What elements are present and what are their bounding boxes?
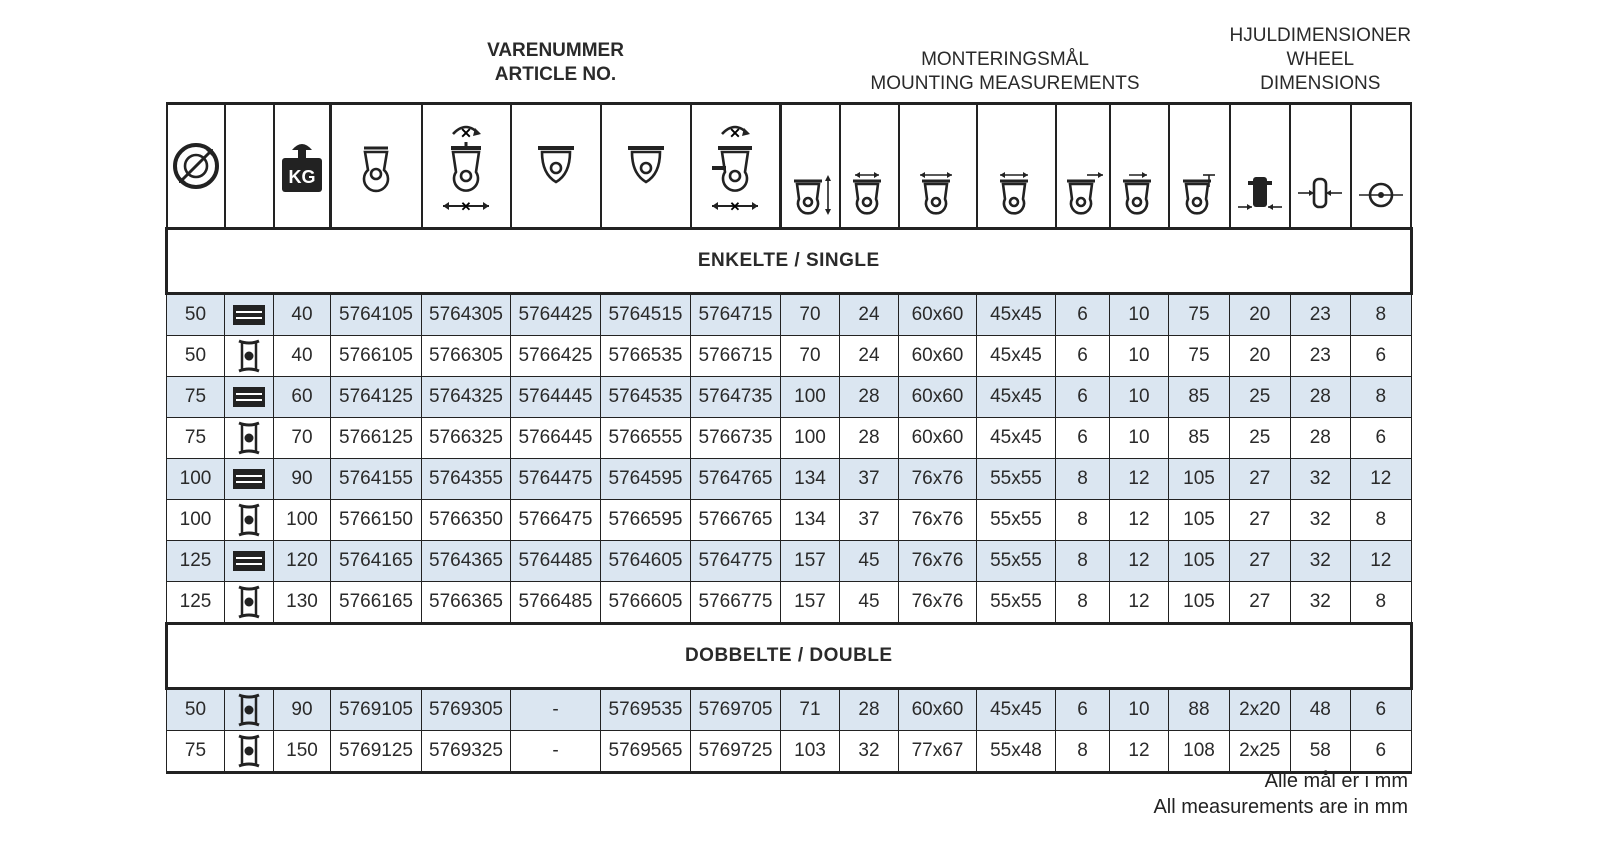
fixed-caster-plate-icon-header [511,104,601,229]
offset-icon [841,167,898,227]
table-cell: 45x45 [977,294,1056,336]
bolt-size-icon [1057,167,1109,227]
height-icon-header [781,104,840,229]
table-cell: 23 [1290,336,1351,377]
table-cell: 5764485 [511,541,601,582]
diameter-icon-header [167,104,225,229]
table-cell: 60x60 [899,689,977,731]
table-cell: 5764105 [331,294,422,336]
wheel-width-icon-header [1230,104,1291,229]
table-cell: 8 [1351,500,1412,541]
swivel-brake-caster-icon-header [691,104,781,229]
table-row [167,689,1412,731]
table-cell: 90 [274,459,331,500]
table-cell: 55x55 [977,459,1056,500]
table-cell: - [511,689,601,731]
table-cell: 45x45 [977,336,1056,377]
height-icon [782,167,839,227]
table-cell: 45x45 [977,689,1056,731]
table-cell: 5766150 [331,500,422,541]
table-cell: 60 [274,377,331,418]
table-cell: 90 [274,689,331,731]
fixed-caster-icon-header [331,104,422,229]
svg-text:KG: KG [288,167,316,187]
table-cell: 5766425 [511,336,601,377]
table-cell: 108 [1169,731,1230,773]
ball-bearing-icon [225,582,274,624]
table-cell: 71 [781,689,840,731]
table-cell: 6 [1351,689,1412,731]
table-cell: 103 [781,731,840,773]
table-cell: 76x76 [899,582,977,624]
table-cell: 6 [1056,689,1110,731]
wheel-width-icon [1231,167,1290,227]
table-cell: 8 [1351,294,1412,336]
axle-diameter-icon-header [1351,104,1412,229]
table-cell: 12 [1351,541,1412,582]
table-cell: 5766125 [331,418,422,459]
table-cell: 76x76 [899,500,977,541]
table-cell: 25 [1230,377,1291,418]
table-cell: 88 [1169,689,1230,731]
table-cell: 5769125 [331,731,422,773]
flat-tread-icon [225,294,274,336]
mounting-measurements-group-header: MONTERINGSMÅL MOUNTING MEASUREMENTS [870,49,1140,94]
svg-text:✕: ✕ [729,199,741,214]
table-cell: 5769105 [331,689,422,731]
table-cell: 37 [840,459,899,500]
table-cell: 5769725 [691,731,781,773]
fixed-caster-plate-icon [602,126,690,206]
ball-bearing-icon [225,336,274,377]
table-cell: 5766105 [331,336,422,377]
table-cell: 5766365 [422,582,511,624]
table-cell: 5764425 [511,294,601,336]
table-cell: 5769535 [601,689,691,731]
table-cell: 5766485 [511,582,601,624]
tread-type-icon-header [225,104,274,229]
table-cell: 5764365 [422,541,511,582]
table-cell: 5766775 [691,582,781,624]
bolt-size-icon-header [1056,104,1110,229]
section-title: DOBBELTE / DOUBLE [167,624,1412,689]
table-cell: 20 [1230,294,1291,336]
load-weight-icon-header [274,104,331,229]
table-cell: 28 [1290,377,1351,418]
section-header-row [167,229,1412,294]
diameter-icon [168,140,224,192]
section-header-row [167,624,1412,689]
table-cell: 6 [1351,731,1412,773]
diameter-cell: 50 [167,294,225,336]
table-cell: 5766475 [511,500,601,541]
table-cell: 10 [1110,377,1169,418]
bolt-diameter-icon [1111,167,1168,227]
table-cell: 5764535 [601,377,691,418]
fixed-caster-icon [332,126,421,206]
swivel-brake-caster-icon [692,116,780,216]
table-cell: 70 [274,418,331,459]
table-cell: 70 [781,294,840,336]
table-cell: 24 [840,336,899,377]
table-cell: 12 [1110,459,1169,500]
table-cell: 5764155 [331,459,422,500]
table-cell: 60x60 [899,418,977,459]
load-weight-icon [275,136,330,196]
table-cell: 130 [274,582,331,624]
table-cell: 45 [840,541,899,582]
table-cell: 24 [840,294,899,336]
table-cell: 27 [1230,459,1291,500]
table-cell: 12 [1351,459,1412,500]
table-cell: 8 [1056,541,1110,582]
svg-text:✕: ✕ [460,199,472,214]
table-cell: 5769705 [691,689,781,731]
table-cell: 6 [1056,336,1110,377]
svg-text:✕: ✕ [460,125,472,141]
table-cell: 45x45 [977,377,1056,418]
table-cell: 77x67 [899,731,977,773]
table-cell: 5764355 [422,459,511,500]
plate-size-icon [900,167,976,227]
product-spec-table [165,24,1413,774]
table-cell: 8 [1056,500,1110,541]
table-row [167,459,1412,500]
table-cell: 28 [1290,418,1351,459]
diameter-cell: 100 [167,500,225,541]
hub-length-icon [1291,167,1350,227]
section-title: ENKELTE / SINGLE [167,229,1412,294]
diameter-cell: 125 [167,541,225,582]
table-cell: 5764515 [601,294,691,336]
offset-icon-header [840,104,899,229]
table-cell: 105 [1169,500,1230,541]
table-cell: 75 [1169,294,1230,336]
diameter-cell: 75 [167,731,225,773]
table-cell: 157 [781,541,840,582]
table-cell: 85 [1169,377,1230,418]
table-cell: 5764325 [422,377,511,418]
table-cell: 5764595 [601,459,691,500]
table-row [167,294,1412,336]
table-cell: 5766605 [601,582,691,624]
table-cell: 28 [840,418,899,459]
table-cell: 6 [1056,418,1110,459]
table-cell: 5766165 [331,582,422,624]
table-cell: 48 [1290,689,1351,731]
table-cell: 28 [840,377,899,418]
table-cell: 105 [1169,541,1230,582]
table-cell: 32 [1290,500,1351,541]
table-cell: 5764305 [422,294,511,336]
table-cell: 5764445 [511,377,601,418]
diameter-cell: 75 [167,377,225,418]
table-cell: 5764475 [511,459,601,500]
table-cell: 8 [1056,731,1110,773]
table-row [167,500,1412,541]
table-cell: 27 [1230,541,1291,582]
table-cell: 55x55 [977,500,1056,541]
fixed-caster-plate-icon [512,126,600,206]
diameter-cell: 75 [167,418,225,459]
table-cell: 2x25 [1230,731,1291,773]
table-cell: 5764765 [691,459,781,500]
table-cell: 5766445 [511,418,601,459]
table-cell: 5764735 [691,377,781,418]
table-cell: 100 [274,500,331,541]
table-cell: 5764775 [691,541,781,582]
diameter-cell: 100 [167,459,225,500]
table-cell: 60x60 [899,294,977,336]
flat-tread-icon [225,541,274,582]
table-cell: 134 [781,500,840,541]
table-cell: 5769565 [601,731,691,773]
table-cell: 10 [1110,418,1169,459]
svg-text:✕: ✕ [729,125,742,141]
table-cell: 27 [1230,500,1291,541]
table-cell: 60x60 [899,336,977,377]
table-cell: 37 [840,500,899,541]
table-cell: 10 [1110,294,1169,336]
swivel-caster-icon-header [422,104,511,229]
table-cell: 8 [1351,377,1412,418]
table-cell: 5764125 [331,377,422,418]
table-cell: 5766350 [422,500,511,541]
article-number-group-header: VARENUMMER ARTICLE NO. [487,40,624,85]
table-cell: 55x55 [977,541,1056,582]
table-cell: 70 [781,336,840,377]
diameter-cell: 125 [167,582,225,624]
table-cell: 32 [840,731,899,773]
swivel-caster-icon [423,116,510,216]
table-row [167,541,1412,582]
table-cell: 32 [1290,459,1351,500]
table-cell: 75 [1169,336,1230,377]
table-cell: 8 [1056,582,1110,624]
table-cell: 5764605 [601,541,691,582]
table-cell: 55x48 [977,731,1056,773]
table-cell: 8 [1351,582,1412,624]
table-cell: 5764715 [691,294,781,336]
table-row [167,377,1412,418]
table-cell: 40 [274,336,331,377]
table-cell: 32 [1290,582,1351,624]
table-cell: 40 [274,294,331,336]
ball-bearing-icon [225,689,274,731]
ball-bearing-icon [225,418,274,459]
table-cell: 5766765 [691,500,781,541]
table-cell: 10 [1110,689,1169,731]
table-cell: 28 [840,689,899,731]
table-cell: 55x55 [977,582,1056,624]
flat-tread-icon [225,459,274,500]
table-cell: 100 [781,418,840,459]
table-cell: 105 [1169,582,1230,624]
hub-length-icon-header [1290,104,1351,229]
ball-bearing-icon [225,500,274,541]
table-cell: 23 [1290,294,1351,336]
table-cell: 32 [1290,541,1351,582]
table-row [167,582,1412,624]
table-cell: 76x76 [899,541,977,582]
table-row [167,731,1412,773]
diameter-cell: 50 [167,336,225,377]
table-cell: 58 [1290,731,1351,773]
footnote-english: All measurements are in mm [1153,796,1408,818]
table-cell: 5769305 [422,689,511,731]
icon-header-row [167,104,1412,229]
table-cell: 5764165 [331,541,422,582]
diameter-cell: 50 [167,689,225,731]
table-cell: 5766325 [422,418,511,459]
table-cell: 120 [274,541,331,582]
table-cell: 12 [1110,541,1169,582]
table-cell: 5766715 [691,336,781,377]
table-cell: 27 [1230,582,1291,624]
table-cell: 5769325 [422,731,511,773]
axle-diameter-icon [1352,167,1411,227]
table-cell: - [511,731,601,773]
wheel-dimensions-group-header: HJULDIMENSIONER WHEEL DIMENSIONS [1229,25,1412,94]
table-cell: 105 [1169,459,1230,500]
bolt-hole-spacing-icon [978,167,1055,227]
table-cell: 2x20 [1230,689,1291,731]
plate-size-icon-header [899,104,977,229]
wheel-offset-icon-header [1169,104,1230,229]
bolt-hole-spacing-icon-header [977,104,1056,229]
table-cell: 12 [1110,582,1169,624]
table-cell: 12 [1110,500,1169,541]
table-row [167,418,1412,459]
table-cell: 6 [1351,418,1412,459]
table-cell: 157 [781,582,840,624]
table-cell: 100 [781,377,840,418]
table-cell: 5766555 [601,418,691,459]
fixed-caster-plate-icon-header [601,104,691,229]
footnote-danish: Alle mål er i mm [1264,770,1408,792]
table-cell: 5766735 [691,418,781,459]
table-cell: 5766535 [601,336,691,377]
bolt-diameter-icon-header [1110,104,1169,229]
table-cell: 5766305 [422,336,511,377]
ball-bearing-icon [225,731,274,773]
table-cell: 10 [1110,336,1169,377]
table-cell: 6 [1056,377,1110,418]
table-cell: 60x60 [899,377,977,418]
table-cell: 85 [1169,418,1230,459]
flat-tread-icon [225,377,274,418]
table-cell: 134 [781,459,840,500]
table-cell: 45x45 [977,418,1056,459]
table-cell: 8 [1056,459,1110,500]
table-cell: 76x76 [899,459,977,500]
wheel-offset-icon [1170,167,1229,227]
table-cell: 12 [1110,731,1169,773]
table-cell: 45 [840,582,899,624]
table-cell: 5766595 [601,500,691,541]
table-cell: 6 [1351,336,1412,377]
table-row [167,336,1412,377]
table-cell: 6 [1056,294,1110,336]
table-cell: 25 [1230,418,1291,459]
table-cell: 150 [274,731,331,773]
table-cell: 20 [1230,336,1291,377]
